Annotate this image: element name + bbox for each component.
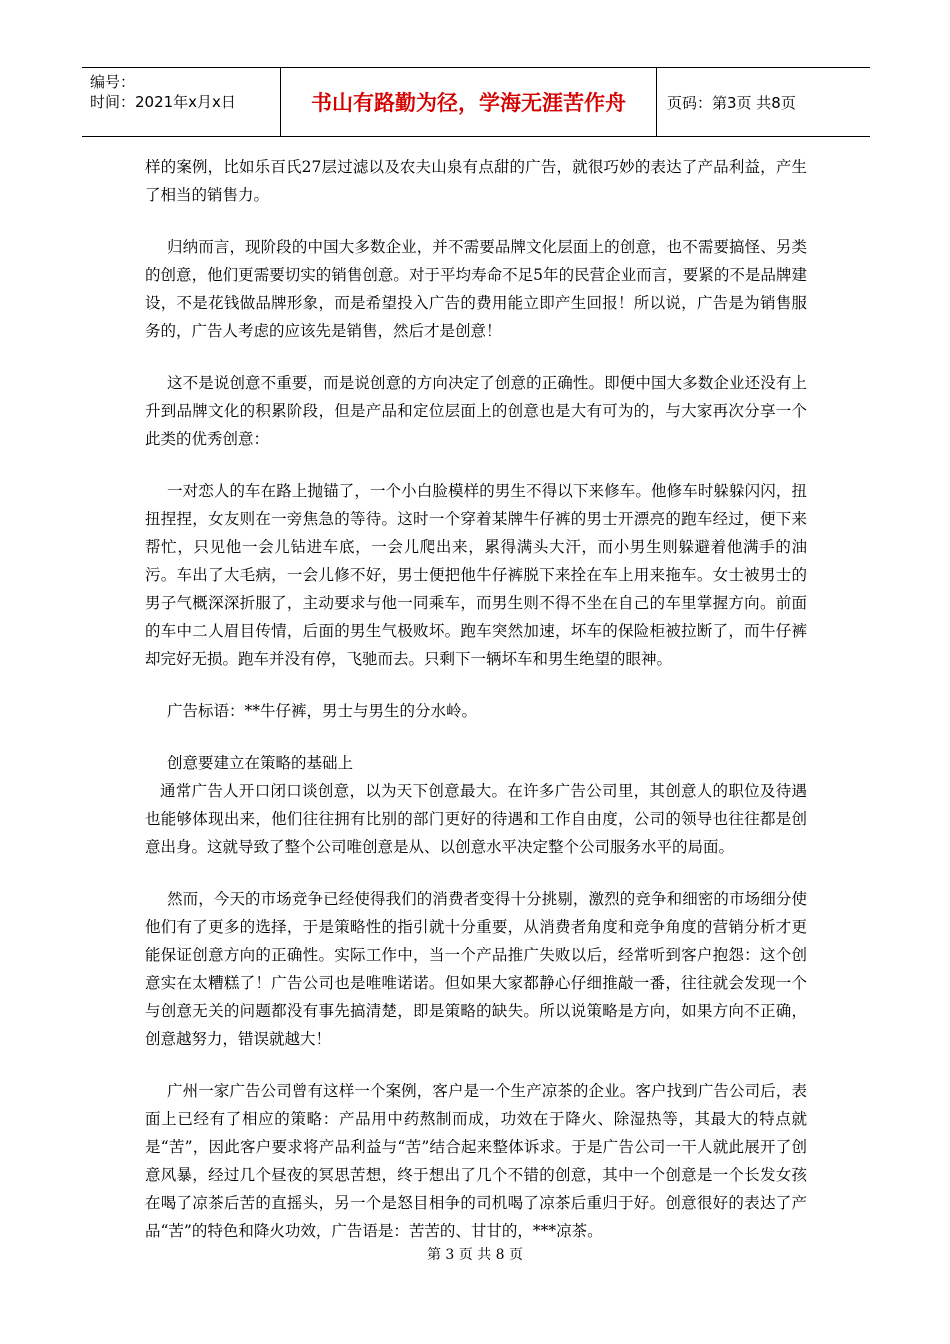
header-page-number: 页码：第3页 共8页 bbox=[667, 93, 796, 112]
body-paragraph: 通常广告人开口闭口谈创意，以为天下创意最大。在许多广告公司里，其创意人的职位及待遇也能够体现出来，他们往往拥有比别的部门更好的待遇和工作自由度，公司的领导也往往都是创意出身。这就导致了整个公司唯创意是从、以创意水平决定整个公司服务水平的局面。 bbox=[145, 782, 807, 856]
header-motto: 书山有路勤为径，学海无涯苦作舟 bbox=[280, 68, 657, 136]
page-header bbox=[82, 67, 870, 137]
body-paragraph: 这不是说创意不重要，而是说创意的方向决定了创意的正确性。即便中国大多数企业还没有上升到品牌文化的积累阶段，但是产品和定位层面上的创意也是大有可为的，与大家再次分享一个此类的优秀创意： bbox=[145, 374, 807, 448]
document-body bbox=[145, 153, 807, 1245]
page-footer: 第 3 页 共 8 页 bbox=[426, 1247, 524, 1263]
body-paragraph: 样的案例，比如乐百氏27层过滤以及农夫山泉有点甜的广告，就很巧妙的表达了产品利益，产生了相当的销售力。 bbox=[145, 158, 807, 204]
section-heading: 创意要建立在策略的基础上 bbox=[167, 754, 354, 772]
body-paragraph: 归纳而言，现阶段的中国大多数企业，并不需要品牌文化层面上的创意，也不需要搞怪、另类的创意，他们更需要切实的销售创意。对于平均寿命不足5年的民营企业而言，要紧的不是品牌建设，不是花钱做品牌形象，而是希望投入广告的费用能立即产生回报！所以说，广告是为销售服务的，广告人考虑的应该先是销售，然后才是创意！ bbox=[145, 238, 807, 340]
document-number-label: 编号： bbox=[90, 73, 136, 91]
body-paragraph: 然而，今天的市场竞争已经使得我们的消费者变得十分挑剔，激烈的竞争和细密的市场细分使他们有了更多的选择，于是策略性的指引就十分重要，从消费者角度和竞争角度的营销分析才更能保证创意方向的正确性。实际工作中，当一个产品推广失败以后，经常听到客户抱怨：这个创意实在太糟糕了！广告公司也是唯唯诺诺。但如果大家都静心仔细推敲一番，往往就会发现一个与创意无关的问题都没有事先搞清楚，即是策略的缺失。所以说策略是方向，如果方向不正确，创意越努力，错误就越大！ bbox=[145, 890, 807, 1048]
body-paragraph: 一对恋人的车在路上抛锚了，一个小白脸模样的男生不得以下来修车。他修车时躲躲闪闪，扭扭捏捏，女友则在一旁焦急的等待。这时一个穿着某牌牛仔裤的男士开漂亮的跑车经过，便下来帮忙，只见他一会儿钻进车底，一会儿爬出来，累得满头大汗，而小男生则躲避着他满手的油污。车出了大毛病，一会儿修不好，男士便把他牛仔裤脱下来拴在车上用来拖车。女士被男士的男子气概深深折服了，主动要求与他一同乘车，而男生则不得不坐在自己的车里掌握方向。前面的车中二人眉目传情，后面的男生气极败坏。跑车突然加速，坏车的保险柜被拉断了，而牛仔裤却完好无损。跑车并没有停，飞驰而去。只剩下一辆坏车和男生绝望的眼神。 bbox=[145, 482, 807, 668]
document-date-label: 时间：2021年x月x日 bbox=[90, 93, 236, 111]
body-paragraph: 广州一家广告公司曾有这样一个案例，客户是一个生产凉茶的企业。客户找到广告公司后，表面上已经有了相应的策略：产品用中药熬制而成，功效在于降火、除湿热等，其最大的特点就是“苦”，因此客户要求将产品利益与“苦”结合起来整体诉求。于是广告公司一干人就此展开了创意风暴，经过几个昼夜的冥思苦想，终于想出了几个不错的创意，其中一个创意是一个长发女孩在喝了凉茶后苦的直摇头，另一个是怒目相争的司机喝了凉茶后重归于好。创意很好的表达了产品“苦”的特色和降火功效，广告语是：苦苦的、甘甘的，***凉茶。 bbox=[145, 1082, 807, 1240]
ad-slogan-paragraph: 广告标语：**牛仔裤，男士与男生的分水岭。 bbox=[167, 702, 478, 720]
header-meta bbox=[82, 68, 280, 136]
